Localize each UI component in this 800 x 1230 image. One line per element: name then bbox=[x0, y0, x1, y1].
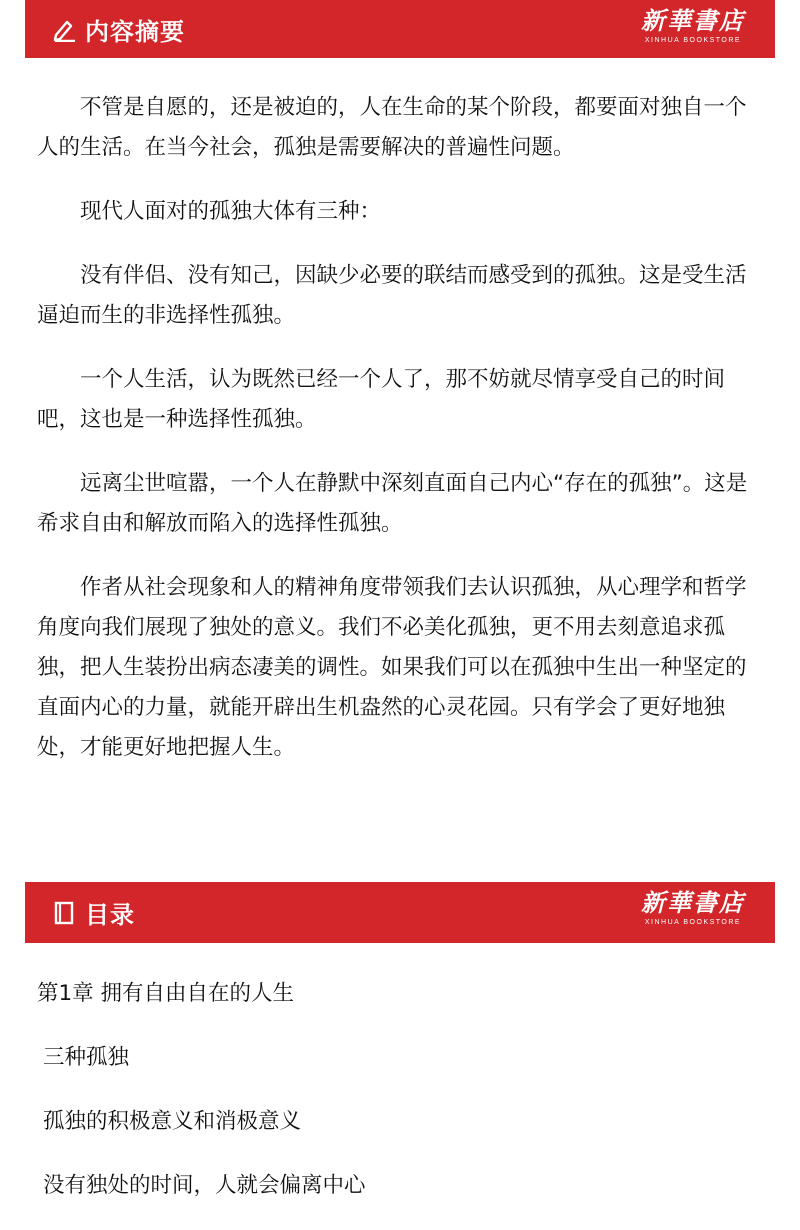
toc-header-banner bbox=[25, 882, 775, 943]
brand-logo-chinese: 新華書店 bbox=[641, 888, 745, 917]
brand-logo-chinese: 新華書店 bbox=[641, 6, 745, 35]
toc-title: 目录 bbox=[85, 901, 135, 929]
summary-header-banner bbox=[25, 0, 775, 58]
toc-chapter-heading: 第1章 拥有自由自在的人生 bbox=[37, 981, 295, 1006]
summary-paragraph: 没有伴侣、没有知己，因缺少必要的联结而感受到的孤独。这是受生活逼迫而生的非选择性孤独。 bbox=[37, 263, 747, 328]
summary-title: 内容摘要 bbox=[85, 17, 185, 46]
summary-paragraph: 作者从社会现象和人的精神角度带领我们去认识孤独，从心理学和哲学角度向我们展现了独处的意义。我们不必美化孤独，更不用去刻意追求孤独，把人生装扮出病态凄美的调性。如果我们可以在孤独中生出一种坚定的直面内心的力量，就能开辟出生机盎然的心灵花园。只有学会了更好地独处，才能更好地把握人生。 bbox=[37, 575, 747, 760]
toc-section-item: 孤独的积极意义和消极意义 bbox=[43, 1109, 302, 1134]
summary-paragraph: 一个人生活，认为既然已经一个人了，那不妨就尽情享受自己的时间吧，这也是一种选择性孤独。 bbox=[37, 367, 726, 432]
summary-paragraph: 远离尘世喧嚣，一个人在静默中深刻直面自己内心“存在的孤独”。这是希求自由和解放而陷入的选择性孤独。 bbox=[37, 471, 748, 536]
toc-header-left bbox=[51, 882, 135, 943]
toc-section-item: 三种孤独 bbox=[43, 1045, 130, 1070]
toc-section-item: 没有独处的时间，人就会偏离中心 bbox=[43, 1173, 366, 1198]
brand-logo-english: XINHUA BOOKSTORE bbox=[644, 919, 742, 926]
pencil-icon bbox=[51, 16, 77, 42]
xinhua-bookstore-logo bbox=[641, 6, 745, 46]
xinhua-bookstore-logo bbox=[641, 888, 745, 928]
brand-logo-english: XINHUA BOOKSTORE bbox=[644, 37, 742, 44]
summary-body bbox=[37, 88, 759, 792]
book-icon bbox=[51, 900, 77, 926]
toc-list bbox=[37, 974, 759, 1230]
summary-paragraph: 现代人面对的孤独大体有三种： bbox=[80, 199, 382, 224]
summary-header-left bbox=[51, 0, 185, 58]
summary-paragraph: 不管是自愿的，还是被迫的，人在生命的某个阶段，都要面对独自一个人的生活。在当今社会，孤独是需要解决的普遍性问题。 bbox=[37, 95, 747, 160]
